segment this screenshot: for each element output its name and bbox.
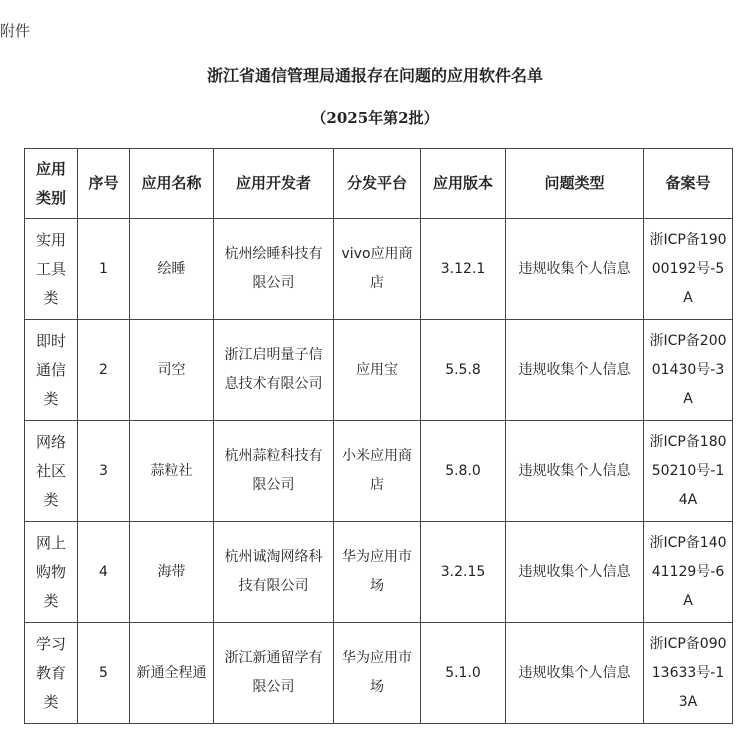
cell-app-name: 新通全程通 bbox=[130, 623, 214, 724]
cell-issue: 违规收集个人信息 bbox=[506, 421, 644, 522]
cell-app-name: 海带 bbox=[130, 522, 214, 623]
header-index: 序号 bbox=[78, 149, 130, 219]
cell-version: 5.1.0 bbox=[421, 623, 506, 724]
cell-icp: 浙ICP备14041129号-6A bbox=[644, 522, 733, 623]
cell-category: 网络社区类 bbox=[25, 421, 78, 522]
cell-platform: 小米应用商店 bbox=[334, 421, 421, 522]
table-row bbox=[25, 623, 733, 724]
header-version: 应用版本 bbox=[421, 149, 506, 219]
header-category: 应用类别 bbox=[25, 149, 78, 219]
cell-developer: 杭州绘睡科技有限公司 bbox=[214, 219, 334, 320]
cell-app-name: 绘睡 bbox=[130, 219, 214, 320]
cell-developer: 杭州诚淘网络科技有限公司 bbox=[214, 522, 334, 623]
header-icp: 备案号 bbox=[644, 149, 733, 219]
cell-platform: 华为应用市场 bbox=[334, 623, 421, 724]
cell-icp: 浙ICP备18050210号-14A bbox=[644, 421, 733, 522]
cell-version: 5.8.0 bbox=[421, 421, 506, 522]
table-row bbox=[25, 522, 733, 623]
cell-app-name: 蒜粒社 bbox=[130, 421, 214, 522]
cell-icp: 浙ICP备09013633号-13A bbox=[644, 623, 733, 724]
cell-icp: 浙ICP备20001430号-3A bbox=[644, 320, 733, 421]
cell-version: 5.5.8 bbox=[421, 320, 506, 421]
header-issue: 问题类型 bbox=[506, 149, 644, 219]
document-title: 浙江省通信管理局通报存在问题的应用软件名单 bbox=[206, 66, 543, 85]
table-row bbox=[25, 219, 733, 320]
document-subtitle: （2025年第2批） bbox=[311, 109, 439, 127]
cell-issue: 违规收集个人信息 bbox=[506, 320, 644, 421]
attachment-label: 附件 bbox=[0, 22, 31, 40]
header-app-name: 应用名称 bbox=[130, 149, 214, 219]
cell-icp: 浙ICP备19000192号-5A bbox=[644, 219, 733, 320]
cell-category: 即时通信类 bbox=[25, 320, 78, 421]
cell-platform: vivo应用商店 bbox=[334, 219, 421, 320]
cell-platform: 华为应用市场 bbox=[334, 522, 421, 623]
cell-issue: 违规收集个人信息 bbox=[506, 219, 644, 320]
cell-version: 3.2.15 bbox=[421, 522, 506, 623]
table-header-row bbox=[25, 149, 733, 219]
cell-developer: 浙江新通留学有限公司 bbox=[214, 623, 334, 724]
app-list-table bbox=[24, 148, 733, 724]
cell-category: 学习教育类 bbox=[25, 623, 78, 724]
cell-index: 4 bbox=[78, 522, 130, 623]
cell-index: 1 bbox=[78, 219, 130, 320]
cell-app-name: 司空 bbox=[130, 320, 214, 421]
cell-category: 网上购物类 bbox=[25, 522, 78, 623]
cell-index: 5 bbox=[78, 623, 130, 724]
cell-developer: 浙江启明量子信息技术有限公司 bbox=[214, 320, 334, 421]
cell-category: 实用工具类 bbox=[25, 219, 78, 320]
cell-version: 3.12.1 bbox=[421, 219, 506, 320]
cell-issue: 违规收集个人信息 bbox=[506, 623, 644, 724]
cell-developer: 杭州蒜粒科技有限公司 bbox=[214, 421, 334, 522]
header-platform: 分发平台 bbox=[334, 149, 421, 219]
cell-index: 2 bbox=[78, 320, 130, 421]
cell-issue: 违规收集个人信息 bbox=[506, 522, 644, 623]
cell-index: 3 bbox=[78, 421, 130, 522]
table-row bbox=[25, 421, 733, 522]
table-row bbox=[25, 320, 733, 421]
cell-platform: 应用宝 bbox=[334, 320, 421, 421]
header-developer: 应用开发者 bbox=[214, 149, 334, 219]
